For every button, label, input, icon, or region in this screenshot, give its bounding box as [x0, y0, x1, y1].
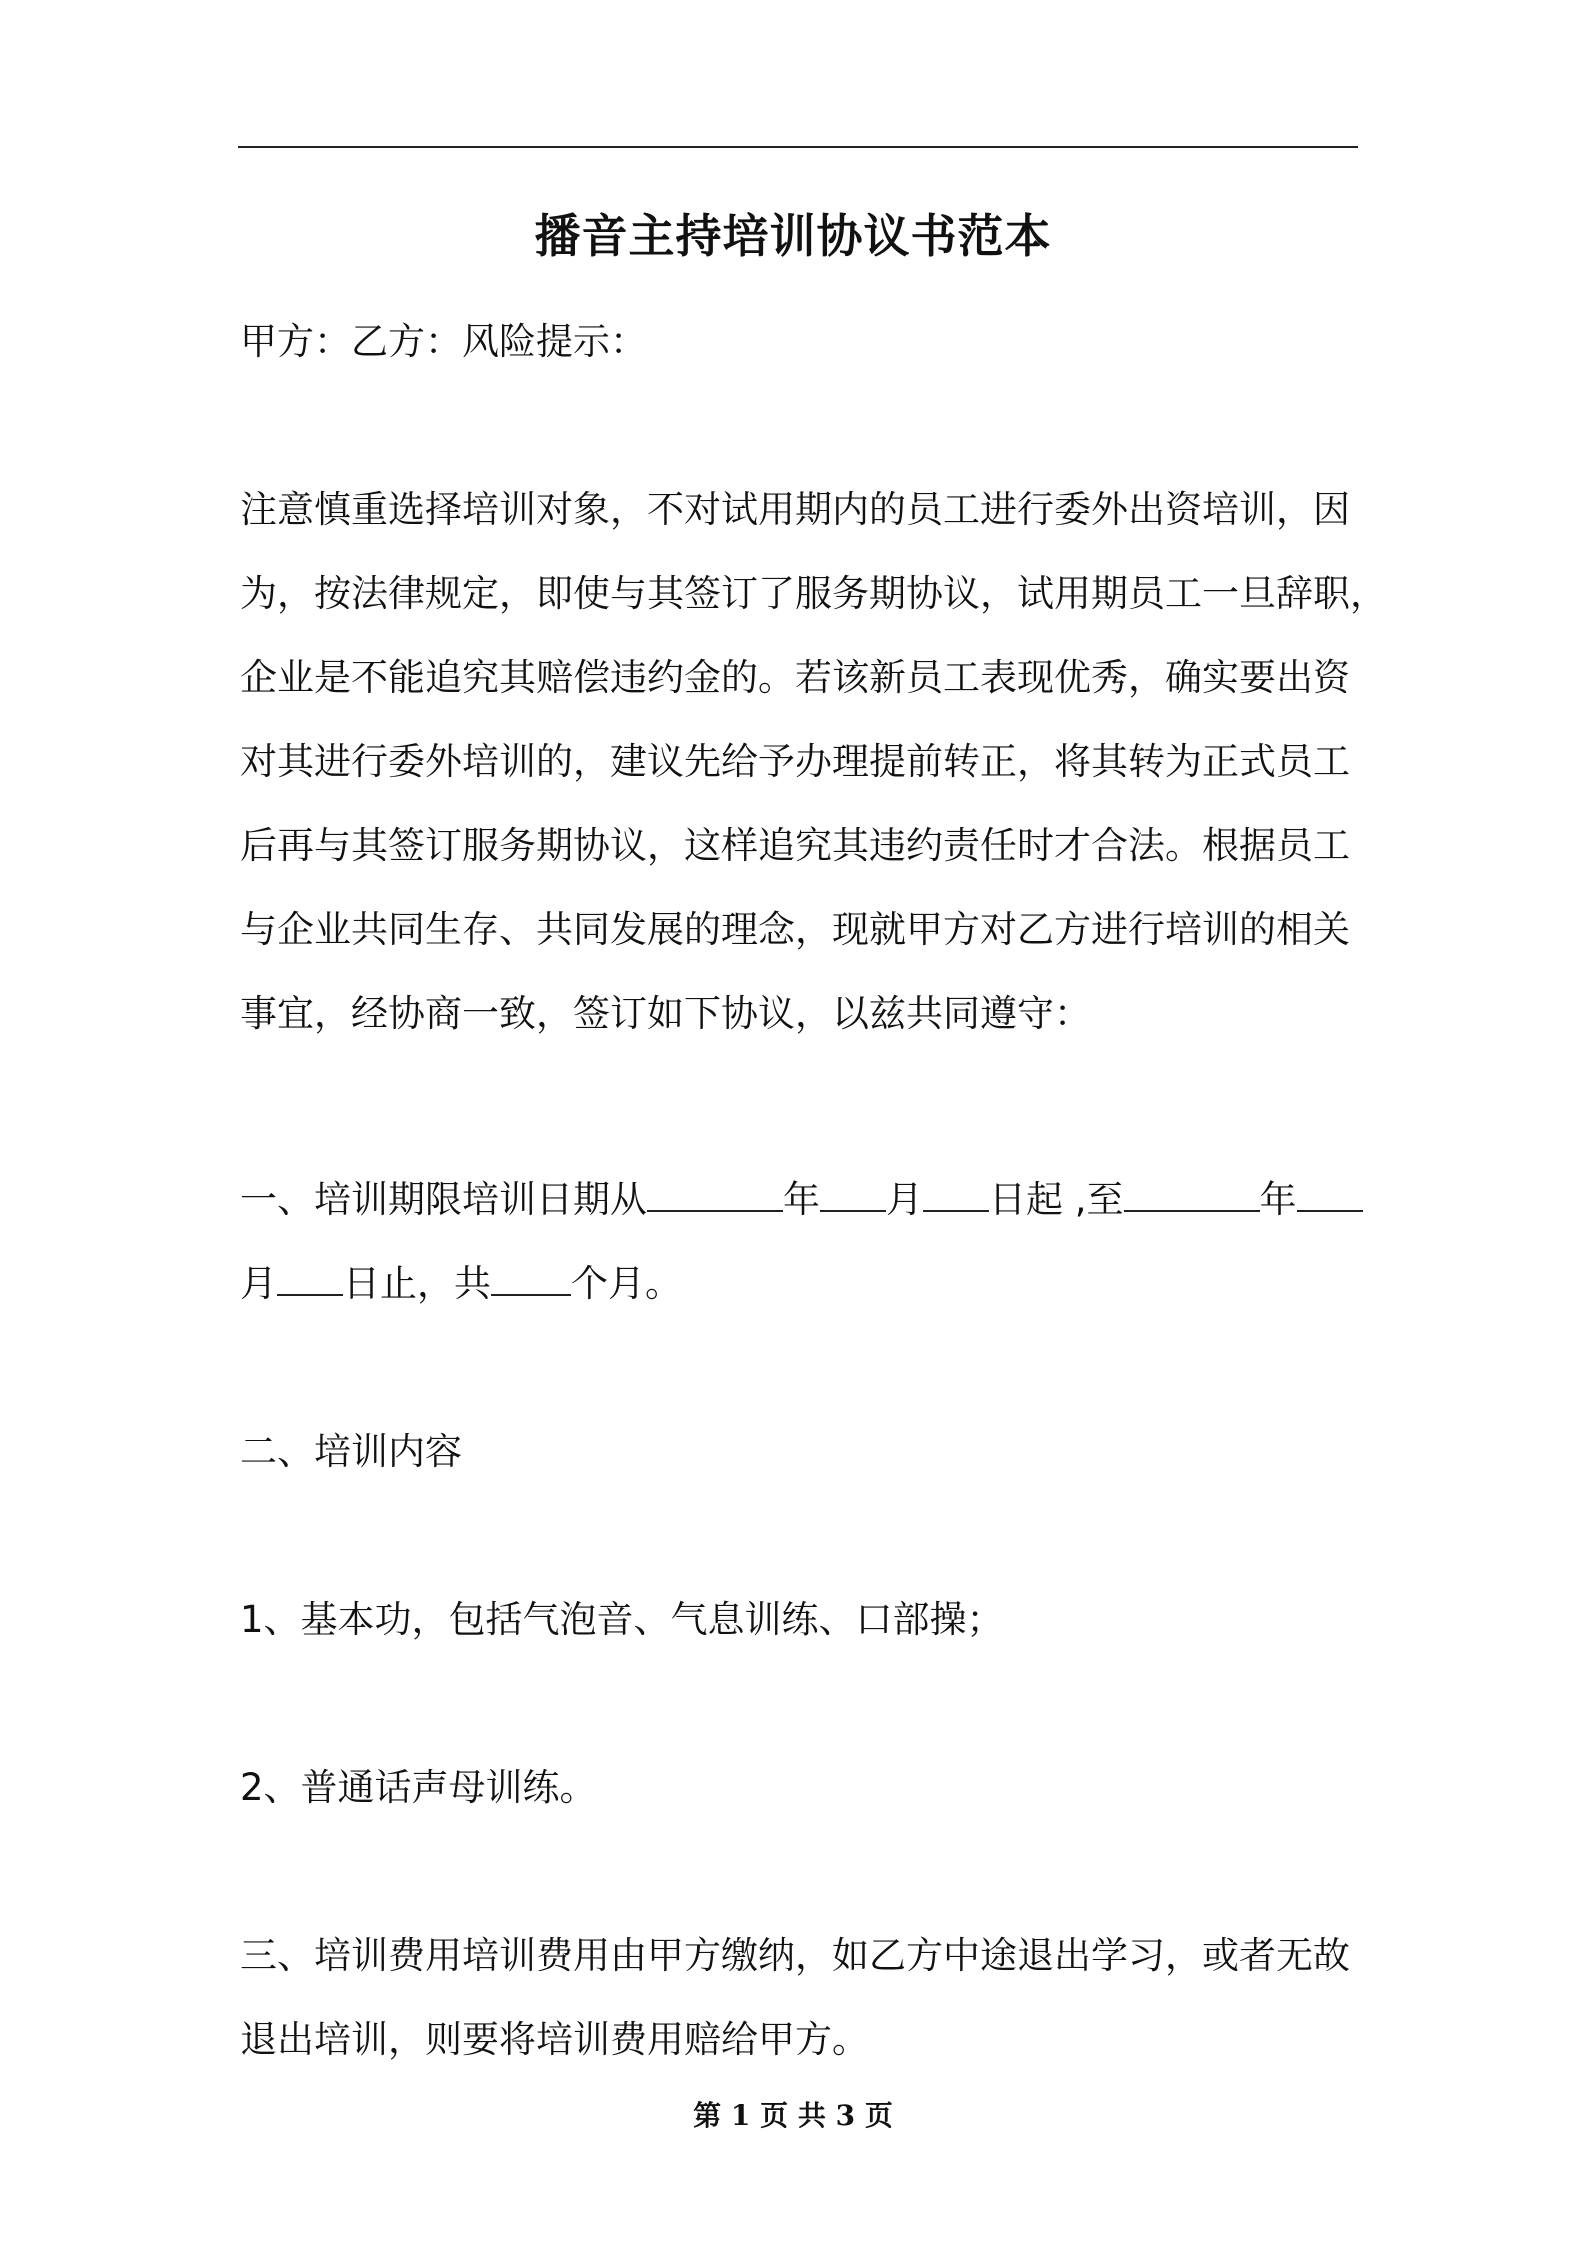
- training-period-line-1: [240, 1158, 1360, 1242]
- content-item-1: 1、基本功，包括气泡音、气息训练、口部操；: [240, 1598, 1004, 1641]
- period-text: 年: [783, 1178, 820, 1221]
- intro-line: 后再与其签订服务期协议，这样追究其违约责任时才合法。根据员工: [240, 824, 1350, 867]
- period-text: 月: [886, 1178, 923, 1221]
- start-day-blank[interactable]: [923, 1209, 989, 1212]
- intro-line: 事宜，经协商一致，签订如下协议，以兹共同遵守：: [240, 992, 1091, 1035]
- intro-line: 对其进行委外培训的，建议先给予办理提前转正，将其转为正式员工: [240, 740, 1350, 783]
- document-title: 播音主持培训协议书范本: [534, 209, 1052, 263]
- start-year-blank[interactable]: [647, 1209, 783, 1212]
- period-text: 月: [240, 1262, 277, 1305]
- end-year-blank[interactable]: [1124, 1209, 1260, 1212]
- intro-line: 企业是不能追究其赔偿违约金的。若该新员工表现优秀，确实要出资: [240, 656, 1350, 699]
- parties-line: 甲方：乙方：风险提示：: [240, 320, 647, 363]
- end-month-blank[interactable]: [1297, 1209, 1363, 1212]
- months-count-blank[interactable]: [491, 1293, 571, 1296]
- end-day-blank[interactable]: [277, 1293, 343, 1296]
- period-text: 日起 ,至: [989, 1178, 1124, 1221]
- header-rule: [238, 146, 1358, 148]
- period-text: 一、培训期限培训日期从: [240, 1178, 647, 1221]
- page-number-footer: 第 1 页 共 3 页: [693, 2099, 893, 2132]
- intro-line: 与企业共同生存、共同发展的理念，现就甲方对乙方进行培训的相关: [240, 908, 1350, 951]
- period-text: 个月。: [571, 1262, 682, 1305]
- intro-line: 注意慎重选择培训对象，不对试用期内的员工进行委外出资培训，因: [240, 488, 1350, 531]
- fees-line: 退出培训，则要将培训费用赔给甲方。: [240, 2018, 869, 2061]
- period-text: 年: [1259, 1178, 1297, 1221]
- fees-line: 三、培训费用培训费用由甲方缴纳，如乙方中途退出学习，或者无故: [240, 1934, 1350, 1977]
- period-text: 日止，共: [343, 1262, 491, 1305]
- training-period-line-2: [240, 1242, 1360, 1326]
- content-item-2: 2、普通话声母训练。: [240, 1766, 597, 1809]
- section-training-content-heading: 二、培训内容: [240, 1430, 462, 1473]
- intro-line: 为，按法律规定，即使与其签订了服务期协议，试用期员工一旦辞职，: [240, 572, 1387, 615]
- start-month-blank[interactable]: [820, 1209, 886, 1212]
